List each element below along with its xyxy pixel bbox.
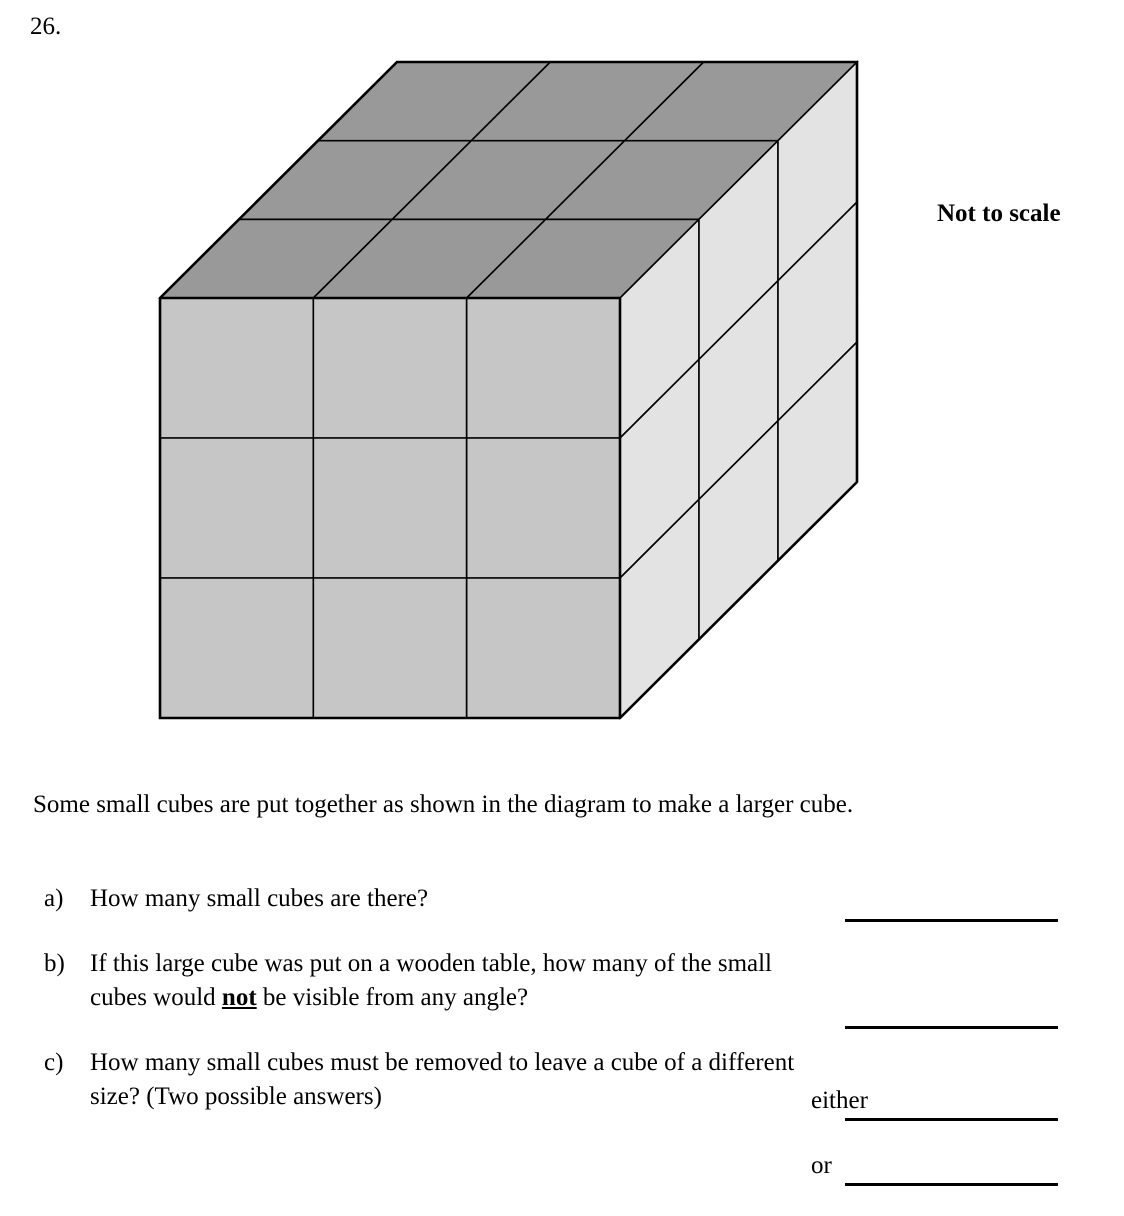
part-a bbox=[44, 882, 804, 917]
cube-cell bbox=[313, 298, 466, 438]
cube-cell bbox=[467, 298, 620, 438]
part-b-marker: b) bbox=[44, 949, 65, 977]
intro-text: Some small cubes are put together as shown in the diagram to make a larger cube. bbox=[33, 791, 854, 818]
answer-line-c-either[interactable] bbox=[845, 1118, 1058, 1121]
cube-cell bbox=[160, 578, 313, 718]
cube-cell bbox=[160, 298, 313, 438]
part-b-text-after: be visible from any angle? bbox=[256, 984, 529, 1011]
question-parts bbox=[44, 882, 804, 1115]
isometric-cube bbox=[160, 62, 857, 718]
part-a-text: How many small cubes are there? bbox=[90, 885, 429, 912]
part-c-text: How many small cubes must be removed to leave a cube of a different size? (Two possible answers) bbox=[90, 1048, 795, 1110]
question-number: 26. bbox=[30, 13, 62, 40]
part-c bbox=[44, 1046, 804, 1115]
cube-cell bbox=[160, 438, 313, 578]
part-b bbox=[44, 947, 804, 1016]
or-label: or bbox=[811, 1152, 832, 1179]
answer-line-a[interactable] bbox=[845, 919, 1058, 922]
part-b-emphasis: not bbox=[221, 984, 257, 1011]
either-label: either bbox=[811, 1087, 868, 1114]
answer-line-b[interactable] bbox=[845, 1026, 1058, 1029]
cube-front-face bbox=[160, 298, 620, 718]
cube-cell bbox=[313, 438, 466, 578]
cube-cell bbox=[467, 438, 620, 578]
answer-line-c-or[interactable] bbox=[845, 1183, 1058, 1186]
part-a-marker: a) bbox=[44, 885, 64, 912]
cube-cell bbox=[313, 578, 466, 718]
part-c-marker: c) bbox=[44, 1048, 64, 1076]
not-to-scale-note: Not to scale bbox=[937, 200, 1061, 227]
cube-cell bbox=[467, 578, 620, 718]
part-b-text bbox=[90, 947, 804, 1016]
part-b-text-before: If this large cube was put on a wooden table, how many of the small cubes would bbox=[90, 949, 773, 1011]
